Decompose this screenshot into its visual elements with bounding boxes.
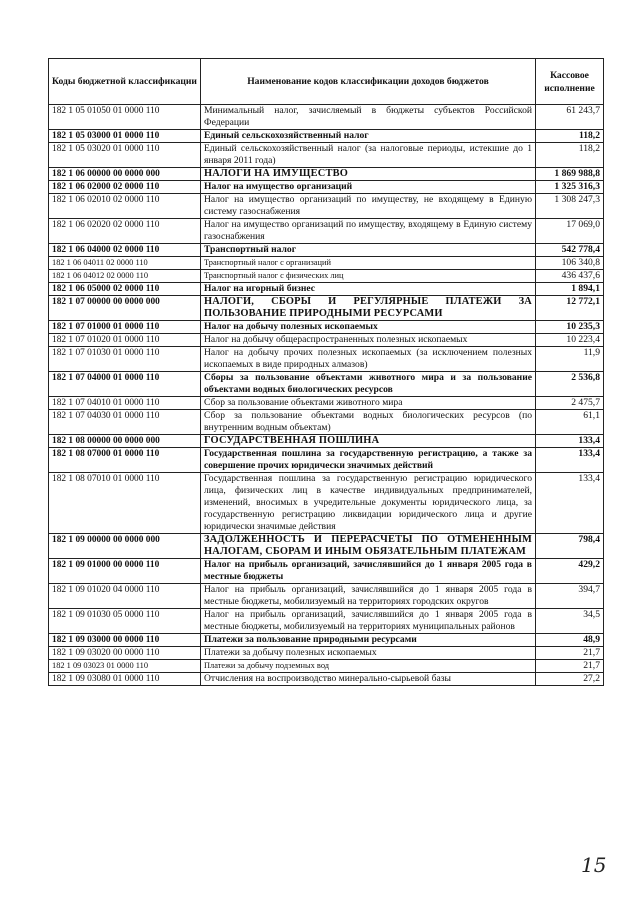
- table-row: [49, 194, 604, 219]
- income-name-cell: ЗАДОЛЖЕННОСТЬ И ПЕРЕРАСЧЕТЫ ПО ОТМЕНЕННЫМ НАЛОГАМ, СБОРАМ И ИНЫМ ОБЯЗАТЕЛЬНЫМ ПЛАТЕЖАМ: [201, 534, 536, 559]
- budget-code-cell: 182 1 09 01000 00 0000 110: [49, 559, 201, 584]
- table-row: [49, 244, 604, 257]
- table-row: [49, 660, 604, 673]
- table-row: [49, 334, 604, 347]
- table-row: [49, 559, 604, 584]
- budget-code-cell: 182 1 07 04000 01 0000 110: [49, 372, 201, 397]
- cash-execution-cell: 10 223,4: [536, 334, 604, 347]
- cash-execution-cell: 106 340,8: [536, 257, 604, 270]
- table-row: [49, 435, 604, 448]
- table-body: [49, 105, 604, 686]
- cash-execution-cell: 1 325 316,3: [536, 181, 604, 194]
- income-name-cell: Платежи за добычу подземных вод: [201, 660, 536, 673]
- income-name-cell: Налог на добычу общераспространенных полезных ископаемых: [201, 334, 536, 347]
- income-name-cell: Сбор за пользование объектами животного мира: [201, 397, 536, 410]
- table-row: [49, 673, 604, 686]
- table-row: [49, 270, 604, 283]
- table-row: [49, 257, 604, 270]
- budget-code-cell: 182 1 06 02010 02 0000 110: [49, 194, 201, 219]
- income-name-cell: Государственная пошлина за государственную регистрацию юридического лица, физических лиц в качестве индивидуальных предпринимателей, изменений, вносимых в учредительные документы юридического лица, за государственную регистрацию ликвидации юридического лица и другие юридически значимые действия: [201, 473, 536, 534]
- budget-code-cell: 182 1 09 01030 05 0000 110: [49, 609, 201, 634]
- cash-execution-cell: 34,5: [536, 609, 604, 634]
- table-row: [49, 168, 604, 181]
- cash-execution-cell: 394,7: [536, 584, 604, 609]
- cash-execution-cell: 21,7: [536, 660, 604, 673]
- income-name-cell: Минимальный налог, зачисляемый в бюджеты субъектов Российской Федерации: [201, 105, 536, 130]
- income-name-cell: Налог на прибыль организаций, зачислявшийся до 1 января 2005 года в местные бюджеты, мобилизуемый на территориях муниципальных районов: [201, 609, 536, 634]
- income-name-cell: Транспортный налог с организаций: [201, 257, 536, 270]
- cash-execution-cell: 1 308 247,3: [536, 194, 604, 219]
- table-row: [49, 634, 604, 647]
- cash-execution-cell: 133,4: [536, 448, 604, 473]
- table-row: [49, 219, 604, 244]
- table-row: [49, 372, 604, 397]
- budget-code-cell: 182 1 07 01000 01 0000 110: [49, 321, 201, 334]
- budget-code-cell: 182 1 05 01050 01 0000 110: [49, 105, 201, 130]
- cash-execution-cell: 21,7: [536, 647, 604, 660]
- cash-execution-cell: 542 778,4: [536, 244, 604, 257]
- header-codes: Коды бюджетной классификации: [49, 59, 201, 105]
- budget-code-cell: 182 1 08 00000 00 0000 000: [49, 435, 201, 448]
- budget-code-cell: 182 1 07 00000 00 0000 000: [49, 296, 201, 321]
- budget-code-cell: 182 1 09 03000 00 0000 110: [49, 634, 201, 647]
- income-name-cell: Налог на добычу полезных ископаемых: [201, 321, 536, 334]
- income-name-cell: Налог на добычу прочих полезных ископаемых (за исключением полезных ископаемых в виде природных алмазов): [201, 347, 536, 372]
- income-name-cell: Налог на игорный бизнес: [201, 283, 536, 296]
- table-row: [49, 130, 604, 143]
- income-name-cell: Отчисления на воспроизводство минерально-сырьевой базы: [201, 673, 536, 686]
- income-name-cell: Государственная пошлина за государственную регистрацию, а также за совершение прочих юридически значимых действий: [201, 448, 536, 473]
- cash-execution-cell: 436 437,6: [536, 270, 604, 283]
- budget-code-cell: 182 1 09 03023 01 0000 110: [49, 660, 201, 673]
- budget-code-cell: 182 1 08 07000 01 0000 110: [49, 448, 201, 473]
- budget-code-cell: 182 1 07 04010 01 0000 110: [49, 397, 201, 410]
- income-name-cell: Сбор за пользование объектами водных биологических ресурсов (по внутренним водным объектам): [201, 410, 536, 435]
- cash-execution-cell: 61 243,7: [536, 105, 604, 130]
- budget-code-cell: 182 1 09 03020 00 0000 110: [49, 647, 201, 660]
- table-header-row: [49, 59, 604, 105]
- cash-execution-cell: 133,4: [536, 473, 604, 534]
- cash-execution-cell: 798,4: [536, 534, 604, 559]
- budget-code-cell: 182 1 09 03080 01 0000 110: [49, 673, 201, 686]
- table-row: [49, 283, 604, 296]
- budget-code-cell: 182 1 06 00000 00 0000 000: [49, 168, 201, 181]
- income-name-cell: НАЛОГИ, СБОРЫ И РЕГУЛЯРНЫЕ ПЛАТЕЖИ ЗА ПОЛЬЗОВАНИЕ ПРИРОДНЫМИ РЕСУРСАМИ: [201, 296, 536, 321]
- budget-code-cell: 182 1 06 04000 02 0000 110: [49, 244, 201, 257]
- budget-code-cell: 182 1 07 04030 01 0000 110: [49, 410, 201, 435]
- income-name-cell: Налог на прибыль организаций, зачислявшийся до 1 января 2005 года в местные бюджеты, мобилизуемый на территориях городских округов: [201, 584, 536, 609]
- income-name-cell: НАЛОГИ НА ИМУЩЕСТВО: [201, 168, 536, 181]
- cash-execution-cell: 17 069,0: [536, 219, 604, 244]
- cash-execution-cell: 118,2: [536, 130, 604, 143]
- budget-code-cell: 182 1 06 05000 02 0000 110: [49, 283, 201, 296]
- income-name-cell: Налог на имущество организаций по имуществу, входящему в Единую систему газоснабжения: [201, 219, 536, 244]
- budget-code-cell: 182 1 09 00000 00 0000 000: [49, 534, 201, 559]
- budget-income-table: [48, 58, 604, 686]
- table-row: [49, 410, 604, 435]
- budget-code-cell: 182 1 05 03000 01 0000 110: [49, 130, 201, 143]
- budget-code-cell: 182 1 06 02000 02 0000 110: [49, 181, 201, 194]
- budget-code-cell: 182 1 09 01020 04 0000 110: [49, 584, 201, 609]
- income-name-cell: Транспортный налог: [201, 244, 536, 257]
- cash-execution-cell: 133,4: [536, 435, 604, 448]
- table-row: [49, 647, 604, 660]
- table-row: [49, 347, 604, 372]
- table-row: [49, 181, 604, 194]
- table-row: [49, 105, 604, 130]
- document-page: [48, 58, 603, 686]
- cash-execution-cell: 61,1: [536, 410, 604, 435]
- income-name-cell: Налог на прибыль организаций, зачислявшийся до 1 января 2005 года в местные бюджеты: [201, 559, 536, 584]
- income-name-cell: Платежи за добычу полезных ископаемых: [201, 647, 536, 660]
- income-name-cell: Налог на имущество организаций по имуществу, не входящему в Единую систему газоснабжения: [201, 194, 536, 219]
- cash-execution-cell: 2 536,8: [536, 372, 604, 397]
- page-number: 15: [581, 853, 607, 877]
- table-row: [49, 473, 604, 534]
- income-name-cell: Транспортный налог с физических лиц: [201, 270, 536, 283]
- income-name-cell: ГОСУДАРСТВЕННАЯ ПОШЛИНА: [201, 435, 536, 448]
- cash-execution-cell: 10 235,3: [536, 321, 604, 334]
- income-name-cell: Единый сельскохозяйственный налог (за налоговые периоды, истекшие до 1 января 2011 года): [201, 143, 536, 168]
- cash-execution-cell: 11,9: [536, 347, 604, 372]
- budget-code-cell: 182 1 06 04011 02 0000 110: [49, 257, 201, 270]
- budget-code-cell: 182 1 05 03020 01 0000 110: [49, 143, 201, 168]
- table-row: [49, 321, 604, 334]
- cash-execution-cell: 1 894,1: [536, 283, 604, 296]
- cash-execution-cell: 12 772,1: [536, 296, 604, 321]
- budget-code-cell: 182 1 08 07010 01 0000 110: [49, 473, 201, 534]
- cash-execution-cell: 27,2: [536, 673, 604, 686]
- table-row: [49, 296, 604, 321]
- table-row: [49, 143, 604, 168]
- budget-code-cell: 182 1 06 04012 02 0000 110: [49, 270, 201, 283]
- header-name: Наименование кодов классификации доходов бюджетов: [201, 59, 536, 105]
- budget-code-cell: 182 1 07 01020 01 0000 110: [49, 334, 201, 347]
- income-name-cell: Сборы за пользование объектами животного мира и за пользование объектами водных биологических ресурсов: [201, 372, 536, 397]
- table-row: [49, 448, 604, 473]
- table-row: [49, 534, 604, 559]
- budget-code-cell: 182 1 07 01030 01 0000 110: [49, 347, 201, 372]
- budget-code-cell: 182 1 06 02020 02 0000 110: [49, 219, 201, 244]
- income-name-cell: Единый сельскохозяйственный налог: [201, 130, 536, 143]
- cash-execution-cell: 2 475,7: [536, 397, 604, 410]
- cash-execution-cell: 429,2: [536, 559, 604, 584]
- income-name-cell: Налог на имущество организаций: [201, 181, 536, 194]
- table-row: [49, 609, 604, 634]
- table-row: [49, 397, 604, 410]
- table-row: [49, 584, 604, 609]
- income-name-cell: Платежи за пользование природными ресурсами: [201, 634, 536, 647]
- cash-execution-cell: 1 869 988,8: [536, 168, 604, 181]
- cash-execution-cell: 48,9: [536, 634, 604, 647]
- header-value: Кассовое исполнение: [536, 59, 604, 105]
- cash-execution-cell: 118,2: [536, 143, 604, 168]
